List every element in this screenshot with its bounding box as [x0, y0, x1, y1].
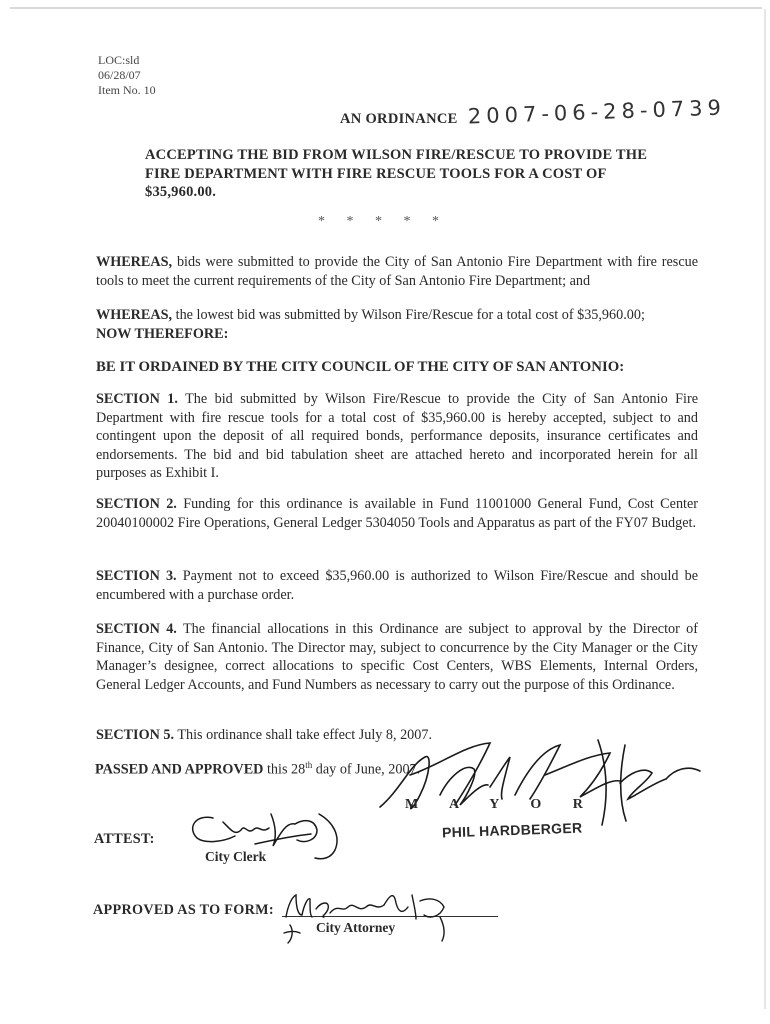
header-date: 06/28/07 — [98, 68, 141, 82]
ordained-clause: BE IT ORDAINED BY THE CITY COUNCIL OF THE CITY OF SAN ANTONIO: — [96, 359, 625, 375]
attorney-signature — [280, 887, 460, 947]
section-text: The bid submitted by Wilson Fire/Rescue to provide the City of San Antonio Fire Department with fire rescue tools for a total cost of $35,960.00 is hereby accepted, subject to and contingent upon the deposit of all required bonds, performance deposits, insurance certificates and endorsements. The bid and bid tabulation sheet are attached hereto and incorporated herein for all purposes as Exhibit I. — [96, 391, 698, 481]
passed-post: day of June, 2007. — [315, 761, 421, 778]
passed-pre: this 28 — [266, 761, 306, 778]
header-meta — [98, 53, 156, 98]
section-text: Payment not to exceed $35,960.00 is authorized to Wilson Fire/Rescue and should be encumbered with a purchase order. — [96, 568, 698, 603]
ordinance-heading — [340, 95, 726, 129]
passed-label: PASSED AND APPROVED — [95, 761, 264, 778]
ordinance-caption: ACCEPTING THE BID FROM WILSON FIRE/RESCUE TO PROVIDE THE FIRE DEPARTMENT WITH FIRE RESCUE TOOLS FOR A COST OF $35,960.00. — [145, 147, 648, 200]
scan-edge-top — [10, 7, 762, 9]
whereas-clause-2 — [96, 306, 698, 343]
section-text: The financial allocations in this Ordinance are subject to approval by the Director of Finance, City of San Antonio. The Director may, subject to concurrence by the City Manager or the City Manager’s designee, correct allocations to specific Cost Centers, WBS Elements, Internal Orders, General Ledger Accounts, and Fund Numbers as necessary to carry out the purpose of this Ordinance. — [96, 621, 698, 693]
section-text: Funding for this ordinance is available in Fund 11001000 General Fund, Cost Center 20040100002 Fire Operations, General Ledger 5304050 Tools and Apparatus as part of the FY07 Budget. — [96, 496, 698, 531]
attest-label: ATTEST: — [94, 831, 155, 847]
mayor-name-stamp: PHIL HARDBERGER — [441, 819, 583, 841]
section-1 — [96, 390, 698, 483]
whereas-lead: WHEREAS, — [96, 307, 173, 323]
separator-stars: * * * * * — [318, 214, 439, 229]
approved-as-to-form-label: APPROVED AS TO FORM: — [93, 902, 274, 918]
header-initials: LOC:sld — [98, 53, 140, 67]
scan-edge-right — [764, 9, 766, 1009]
section-2 — [96, 495, 698, 532]
passed-sup: th — [305, 760, 313, 770]
ordinance-label: AN ORDINANCE — [340, 111, 458, 127]
mayor-title: M A Y O R — [405, 797, 583, 812]
whereas-clause-1 — [96, 253, 698, 290]
section-label: SECTION 2. — [96, 496, 177, 512]
whereas-text: bids were submitted to provide the City of San Antonio Fire Department with fire rescue tools to meet the current requirements of the City of San Antonio Fire Department; and — [96, 254, 699, 289]
now-therefore: NOW THEREFORE: — [96, 325, 229, 342]
section-label: SECTION 1. — [96, 391, 178, 407]
whereas-text: the lowest bid was submitted by Wilson Fire/Rescue for a total cost of $35,960.00; — [175, 307, 645, 323]
section-3 — [96, 567, 698, 604]
section-text: This ordinance shall take effect July 8, 2007. — [177, 727, 433, 743]
city-clerk-label: City Clerk — [205, 849, 267, 864]
section-label: SECTION 4. — [96, 621, 177, 637]
city-attorney-label: City Attorney — [316, 920, 396, 935]
section-label: SECTION 3. — [96, 568, 177, 584]
section-4 — [96, 620, 698, 694]
whereas-lead: WHEREAS, — [96, 254, 173, 270]
ordinance-number-stamp: 2007-06-28-0739 — [467, 95, 726, 129]
header-item: Item No. 10 — [98, 83, 156, 97]
section-label: SECTION 5. — [96, 727, 175, 743]
